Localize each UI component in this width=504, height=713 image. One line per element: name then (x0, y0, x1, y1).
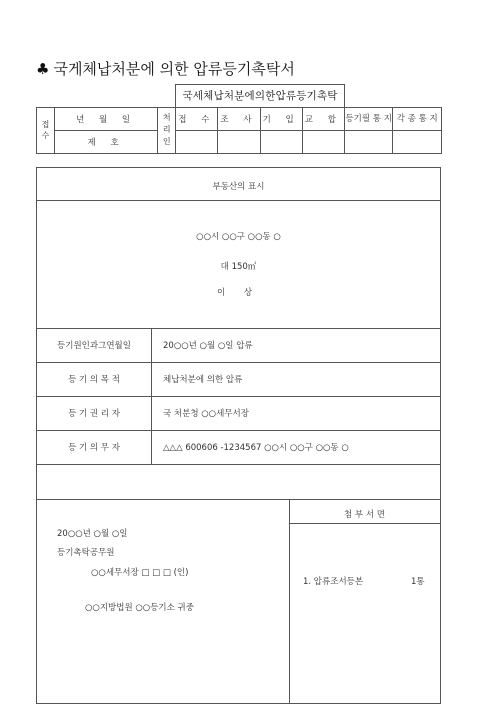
attachment-count: 1통 (411, 577, 425, 587)
col-entry: 기 입 (260, 107, 302, 130)
row-value-obligor[interactable]: △△△ 600606 -1234567 ○○시 ○○구 ○○동 ○ (163, 443, 349, 453)
row-label-purpose: 등 기 의 목 적 (68, 375, 120, 385)
property-address: ○○시 ○○구 ○○동 ○ (196, 232, 281, 242)
signature-date: 20○○년 ○월 ○일 (57, 529, 128, 539)
signature-office: ○○세무서장 □ □ □ (인) (91, 568, 189, 578)
each-notice-label: 각 종 통 지 (393, 107, 442, 130)
signature-recipient: ○○지방법원 ○○등기소 귀중 (85, 603, 194, 613)
col-verification: 교 합 (302, 107, 344, 130)
row-value-right-holder[interactable]: 국 처분청 ○○세무서장 (163, 409, 249, 419)
receipt-table (36, 84, 442, 154)
number-label: 제 호 (54, 130, 157, 153)
signature-official: 등기촉탁공무원 (57, 548, 115, 558)
row-label-obligor: 등 기 의 무 자 (68, 443, 120, 453)
attachment-item: 1. 압류조서등본 (303, 577, 364, 587)
club-suit-icon: ♣ (36, 60, 50, 78)
property-land: 대 150㎡ (220, 262, 257, 272)
form-title: 국세체납처분에의한압류등기촉탁 (176, 85, 345, 108)
col-receipt: 접 수 (176, 107, 218, 130)
main-form (36, 167, 441, 704)
row-label-cause: 등기원인과그연월일 (57, 341, 131, 351)
receipt-sign-cell[interactable] (176, 130, 218, 153)
verification-sign-cell[interactable] (302, 130, 344, 153)
row-value-cause[interactable]: 20○○년 ○월 ○일 압류 (163, 341, 253, 351)
page-title-text: 국게체납처분에 의한 압류등기촉탁서 (53, 60, 295, 78)
row-value-purpose[interactable]: 체납처분에 의한 압류 (163, 375, 243, 385)
receipt-label: 접 수 (37, 107, 55, 153)
col-investigation: 조 사 (218, 107, 260, 130)
each-notice-cell[interactable] (393, 130, 442, 153)
row-label-right-holder: 등 기 권 리 자 (68, 409, 120, 419)
property-heading: 부동산의 표시 (212, 182, 265, 192)
property-end: 이 상 (216, 288, 261, 298)
attachments-heading: 첨 부 서 면 (344, 510, 385, 520)
reg-notice-label: 등기필 통 지 (344, 107, 393, 130)
entry-sign-cell[interactable] (260, 130, 302, 153)
date-label: 년 월 일 (54, 107, 157, 130)
page-title (36, 58, 295, 79)
reg-notice-cell[interactable] (344, 130, 393, 153)
investigation-sign-cell[interactable] (218, 130, 260, 153)
handler-label: 처 리 인 (158, 107, 176, 153)
